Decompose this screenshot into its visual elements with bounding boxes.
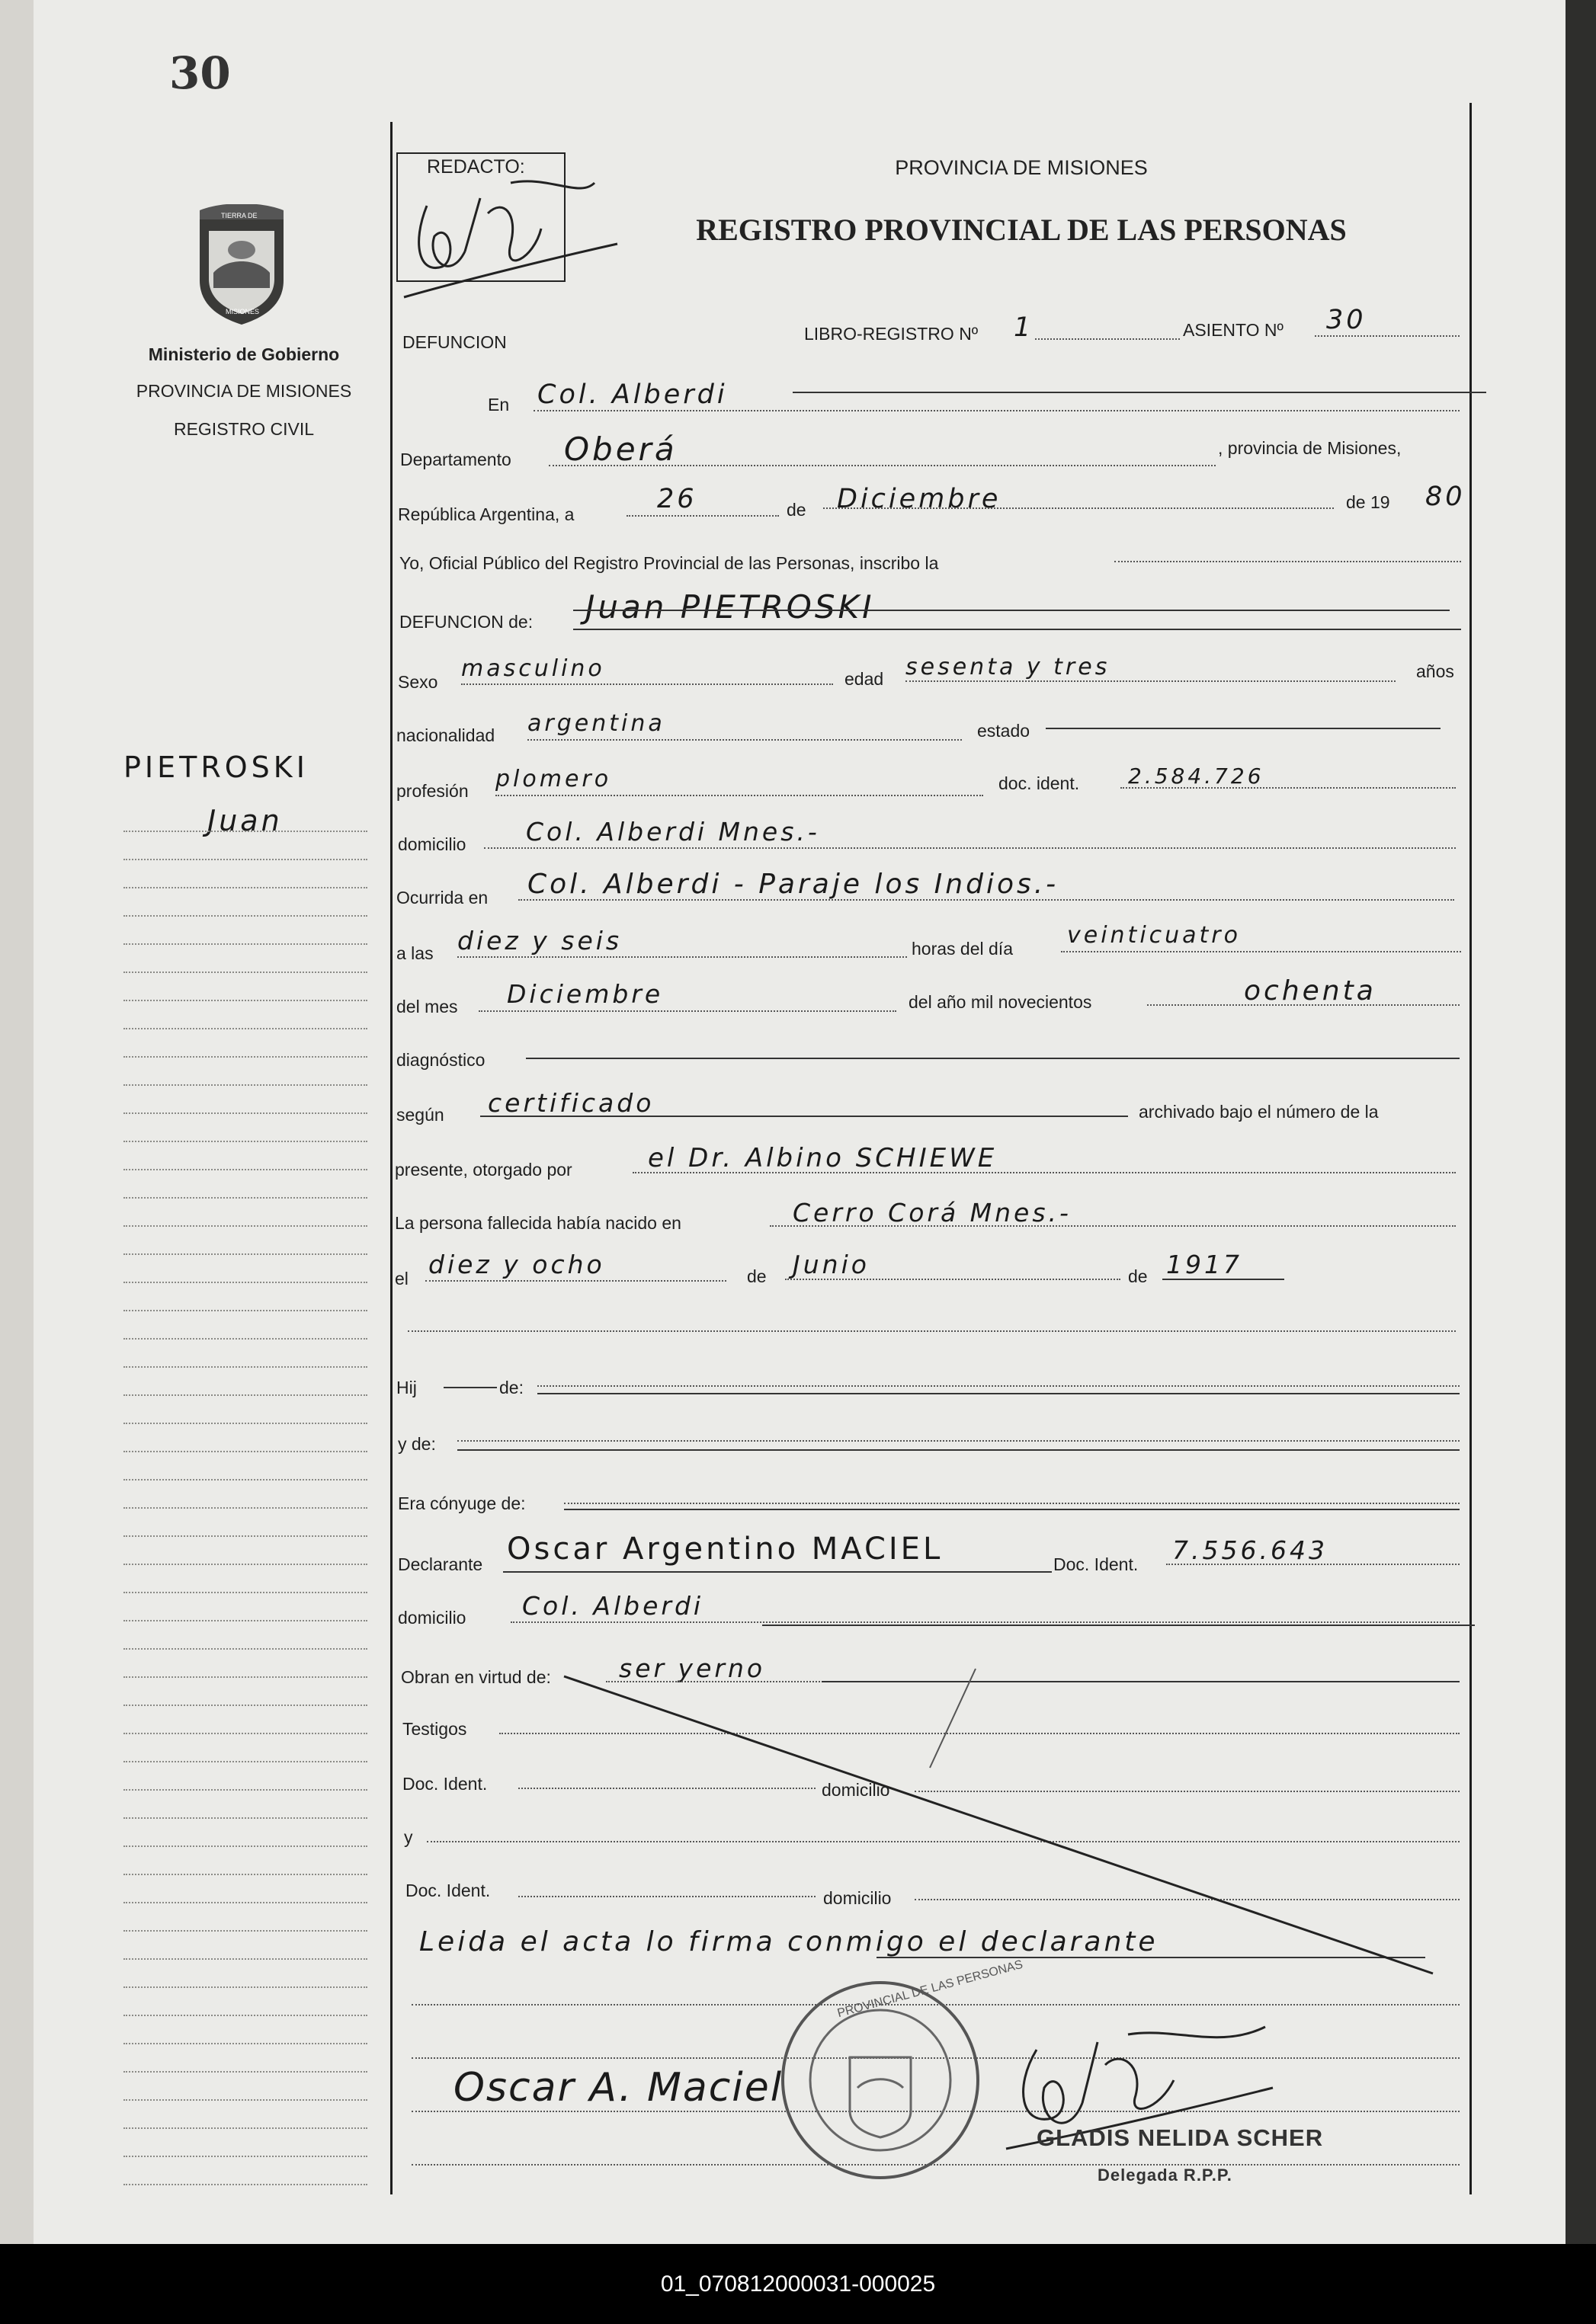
segun-value: certificado [488, 1088, 655, 1118]
doc-ident-line [1120, 787, 1456, 789]
nac-dia-line [425, 1280, 726, 1282]
obran-value: ser yerno [619, 1653, 766, 1683]
departamento-label: Departamento [400, 450, 511, 469]
logo-text-top: TIERRA DE [221, 212, 258, 219]
margin-line [123, 1451, 367, 1452]
margin-line [123, 1141, 367, 1142]
departamento-value: Oberá [564, 431, 678, 468]
redacto-initials [396, 152, 625, 320]
yde-line [457, 1440, 1460, 1442]
decl-doc-value: 7.556.643 [1172, 1535, 1328, 1565]
margin-line [123, 2015, 367, 2016]
dia-line [627, 515, 779, 517]
hij-de-label: de: [499, 1378, 524, 1397]
margin-line [123, 1648, 367, 1650]
page-number: 30 [169, 47, 231, 99]
estado-line [1046, 728, 1441, 729]
margin-line [123, 1564, 367, 1565]
nac-mes-line [785, 1279, 1120, 1280]
oficial-line [1114, 561, 1461, 562]
hora-line [457, 956, 907, 958]
margin-line [123, 1338, 367, 1340]
margin-line [123, 2127, 367, 2129]
nacido-line [770, 1225, 1456, 1227]
en-underline [793, 392, 1486, 393]
republica-label: República Argentina, a [398, 504, 575, 524]
edad-line [905, 680, 1396, 682]
nacionalidad-value: argentina [527, 710, 665, 737]
leida-value: Leida el acta lo firma conmigo el declarante [419, 1926, 1159, 1957]
hij-line [537, 1385, 1460, 1387]
margin-line [123, 1282, 367, 1283]
otorgado-value: el Dr. Albino SCHIEWE [648, 1143, 998, 1173]
domicilio-label: domicilio [398, 834, 466, 854]
ministry-line: Ministerio de Gobierno [148, 344, 340, 364]
margin-line [123, 1930, 367, 1932]
horas-dia-label: horas del día [912, 939, 1013, 959]
margin-line [123, 859, 367, 860]
nombre-underline-2 [573, 629, 1461, 630]
margin-line [123, 1225, 367, 1227]
de19-label: de 19 [1346, 492, 1390, 512]
alas-label: a las [396, 943, 434, 963]
conyuge-label: Era cónyuge de: [398, 1493, 526, 1513]
segun-label: según [396, 1105, 444, 1125]
asiento-label: ASIENTO Nº [1183, 320, 1284, 340]
diagnostico-label: diagnóstico [396, 1050, 486, 1070]
margin-given-name: Juan [207, 804, 283, 837]
doc-ident2-label: Doc. Ident. [405, 1881, 491, 1900]
diagnostico-line [526, 1058, 1460, 1059]
margin-line [123, 1253, 367, 1255]
defuncion-type-label: DEFUNCION [402, 332, 507, 352]
margin-line [123, 1197, 367, 1199]
testigos-label: Testigos [402, 1719, 467, 1739]
registry-line: REGISTRO CIVIL [173, 419, 315, 439]
en-value: Col. Alberdi [537, 379, 728, 410]
nacionalidad-label: nacionalidad [396, 725, 495, 745]
margin-line [123, 2099, 367, 2101]
mes-line [823, 507, 1334, 509]
ocurrida-value: Col. Alberdi - Paraje los Indios.- [527, 869, 1059, 900]
footer-id: 01_070812000031-000025 [0, 2244, 1596, 2324]
sexo-label: Sexo [398, 672, 438, 692]
domicilio2-label: domicilio [823, 1888, 892, 1908]
mes-texto-line [479, 1010, 896, 1012]
nacido-value: Cerro Corá Mnes.- [793, 1198, 1072, 1228]
libro-line [1035, 338, 1180, 340]
margin-line [123, 2184, 367, 2185]
margin-line [123, 1761, 367, 1762]
anos-label: años [1416, 661, 1454, 681]
hij-short-line [444, 1387, 497, 1388]
official-name: GLADIS NELIDA SCHER [1037, 2124, 1324, 2151]
sexo-line [461, 683, 833, 685]
nac-anio-value: 1917 [1166, 1250, 1242, 1279]
mes-value: Diciembre [837, 484, 1002, 514]
en-line [534, 410, 1460, 411]
nombre-underline [573, 610, 1450, 611]
margin-line [123, 2043, 367, 2044]
margin-line [123, 1423, 367, 1424]
dia-value: 26 [657, 484, 697, 514]
en-label: En [488, 395, 510, 415]
edad-value: sesenta y tres [905, 654, 1110, 680]
nac-anio-line [1162, 1279, 1284, 1280]
margin-line [123, 915, 367, 917]
ocurrida-line [518, 899, 1454, 901]
yde-label: y de: [398, 1434, 436, 1454]
margin-line [123, 831, 367, 832]
right-frame-line [1469, 103, 1472, 2194]
hij-underline [537, 1393, 1460, 1394]
nac-dia-value: diez y ocho [428, 1250, 605, 1279]
margin-line [123, 887, 367, 888]
margin-line [123, 1902, 367, 1903]
margin-line [123, 1986, 367, 1988]
book-binding [0, 0, 35, 2244]
segun-line [480, 1116, 1128, 1117]
margin-line [123, 1084, 367, 1086]
province-line: PROVINCIA DE MISIONES [136, 381, 352, 401]
delano-label: del año mil novecientos [909, 992, 1092, 1012]
domicilio-value: Col. Alberdi Mnes.- [526, 817, 820, 847]
ano-texto-line [1147, 1004, 1460, 1006]
sexo-value: masculino [461, 655, 605, 682]
asiento-value: 30 [1326, 305, 1367, 335]
nac-de2-label: de [1128, 1266, 1148, 1286]
conyuge-underline [564, 1509, 1460, 1510]
y-label: y [404, 1827, 413, 1847]
margin-line [123, 1789, 367, 1791]
decl-domicilio-label: domicilio [398, 1608, 466, 1628]
hij-label: Hij [396, 1378, 417, 1397]
mes-texto-value: Diciembre [507, 979, 664, 1009]
doc-ident1-label: Doc. Ident. [402, 1774, 488, 1794]
margin-surname: PIETROSKI [123, 751, 309, 784]
de-label: de [787, 500, 806, 520]
margin-line [123, 1112, 367, 1114]
margin-line [123, 2156, 367, 2157]
left-frame-line [390, 122, 393, 2194]
margin-line [123, 1705, 367, 1706]
defuncion-de-label: DEFUNCION de: [399, 612, 534, 632]
el-label: el [395, 1269, 409, 1288]
otorgado-line [633, 1172, 1456, 1173]
nac-mes-value: Junio [793, 1250, 870, 1279]
margin-line [123, 1733, 367, 1734]
presente-label: presente, otorgado por [395, 1160, 572, 1180]
decl-domicilio-underline [762, 1625, 1475, 1626]
margin-line [123, 1817, 367, 1819]
margin-line [123, 1874, 367, 1875]
edad-label: edad [844, 669, 884, 689]
margin-line [123, 972, 367, 973]
nacionalidad-line [527, 739, 962, 741]
margin-line [123, 1394, 367, 1396]
margin-line [123, 1958, 367, 1960]
doc-ident-label: doc. ident. [998, 773, 1080, 793]
asiento-line [1315, 335, 1460, 337]
decl-domicilio-line [511, 1621, 1460, 1623]
margin-line [123, 1000, 367, 1001]
doc-ident-value: 2.584.726 [1128, 763, 1264, 789]
margin-line [123, 1310, 367, 1311]
declarante-line [503, 1571, 1052, 1573]
margin-line [123, 1620, 367, 1621]
provincia-label: , provincia de Misiones, [1218, 438, 1402, 458]
margin-line [123, 2071, 367, 2073]
delmes-label: del mes [396, 997, 458, 1016]
profesion-line [495, 795, 983, 796]
margin-line [123, 943, 367, 945]
official-title: Delegada R.P.P. [1098, 2166, 1232, 2185]
margin-line [123, 1507, 367, 1509]
margin-line [123, 1169, 367, 1170]
header-title: REGISTRO PROVINCIAL DE LAS PERSONAS [696, 213, 1347, 247]
blank-line-1 [408, 1330, 1456, 1332]
profesion-label: profesión [396, 781, 469, 801]
dia-texto-line [1061, 951, 1461, 952]
libro-value: 1 [1014, 312, 1034, 343]
departamento-line [549, 465, 1216, 466]
decl-doc-label: Doc. Ident. [1053, 1554, 1139, 1574]
header-province: PROVINCIA DE MISIONES [895, 156, 1148, 179]
nombre-value: Juan PIETROSKI [585, 588, 875, 626]
declarant-signature: Oscar A. Maciel [453, 2065, 784, 2111]
nacido-label: La persona fallecida había nacido en [395, 1213, 681, 1233]
nac-de-label: de [747, 1266, 767, 1286]
obran-label: Obran en virtud de: [401, 1667, 551, 1687]
ano-texto-value: ochenta [1244, 975, 1376, 1007]
decl-doc-line [1166, 1564, 1460, 1565]
margin-line [123, 1592, 367, 1593]
margin-line [123, 1479, 367, 1481]
logo-text-bottom: MISIONES [226, 308, 260, 315]
margin-line [123, 1366, 367, 1368]
margin-line [123, 1535, 367, 1537]
conyuge-line [564, 1503, 1460, 1504]
anio-value: 80 [1425, 482, 1466, 512]
cancellation-diagonal [534, 1661, 1448, 1981]
declarante-label: Declarante [398, 1554, 483, 1574]
oficial-text: Yo, Oficial Público del Registro Provincial de las Personas, inscribo la [399, 553, 939, 573]
margin-line [123, 1028, 367, 1029]
seal-ring-text: PROVINCIAL DE LAS PERSONAS [835, 1957, 1024, 2021]
decl-domicilio-value: Col. Alberdi [522, 1591, 704, 1621]
yde-underline [457, 1449, 1460, 1451]
domicilio-line [484, 847, 1456, 849]
profesion-value: plomero [495, 766, 612, 792]
margin-line [123, 1676, 367, 1678]
margin-line [123, 1845, 367, 1847]
libro-label: LIBRO-REGISTRO Nº [804, 324, 979, 344]
hora-value: diez y seis [457, 926, 623, 956]
redacto-label: REDACTO: [427, 156, 525, 178]
domicilio1-label: domicilio [822, 1780, 890, 1800]
archivado-label: archivado bajo el número de la [1139, 1102, 1379, 1122]
ocurrida-label: Ocurrida en [396, 888, 489, 908]
book-edge [1566, 0, 1596, 2244]
dia-texto-value: veinticuatro [1067, 922, 1241, 949]
estado-label: estado [977, 721, 1030, 741]
declarante-value: Oscar Argentino MACIEL [507, 1532, 944, 1567]
margin-line [123, 1056, 367, 1058]
